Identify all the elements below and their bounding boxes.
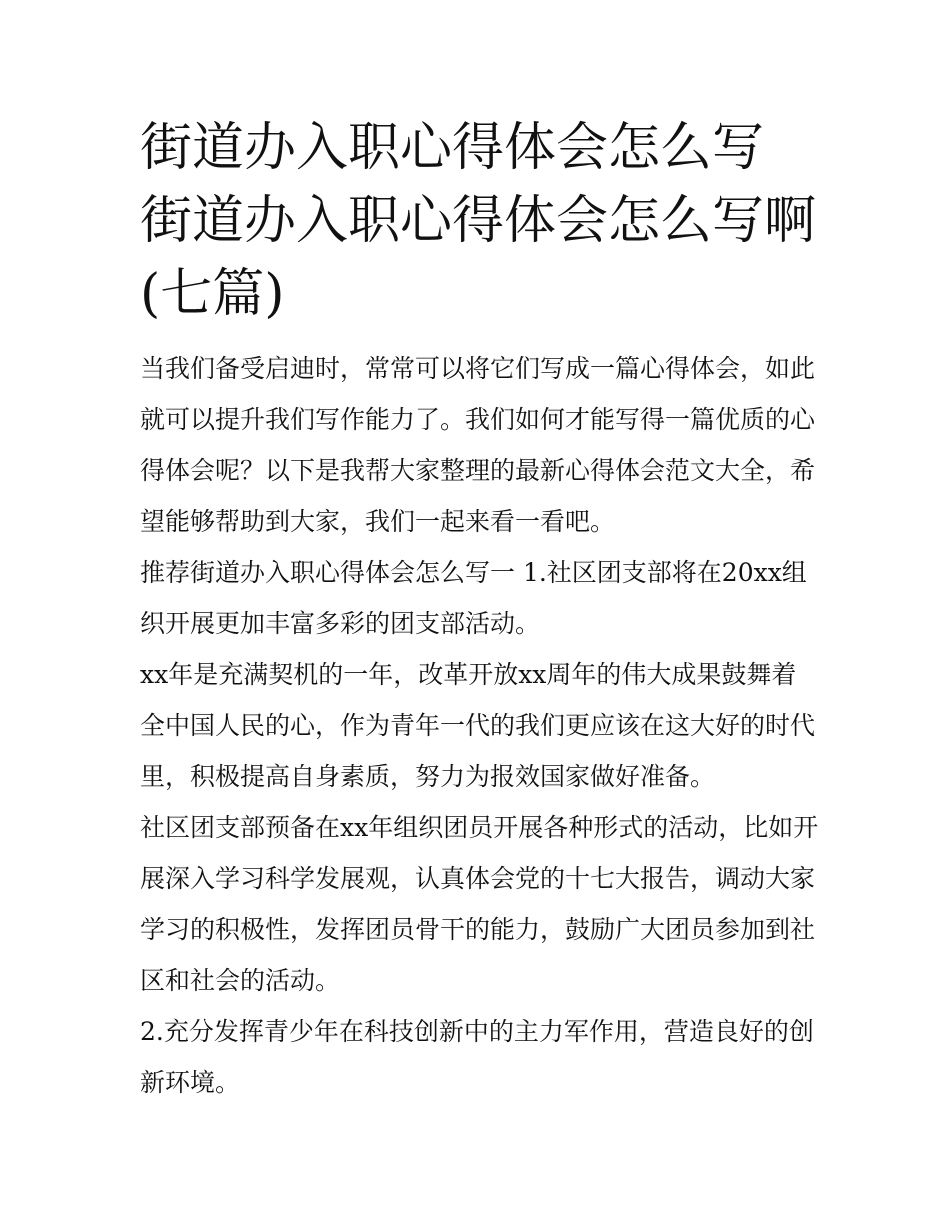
document-body <box>140 112 820 1108</box>
paragraph-activities: 社区团支部预备在xx年组织团员开展各种形式的活动，比如开展深入学习科学发展观，认真体会党的十七大报告，调动大家学习的积极性，发挥团员骨干的能力，鼓励广大团员参加到社区和社会的活动。 <box>140 813 819 995</box>
paragraph-intro: 当我们备受启迪时，常常可以将它们写成一篇心得体会，如此就可以提升我们写作能力了。我们如何才能写得一篇优质的心得体会呢？以下是我帮大家整理的最新心得体会范文大全，希望能够帮助到大家，我们一起来看一看吧。 <box>140 354 816 536</box>
document-title: 街道办入职心得体会怎么写 街道办入职心得体会怎么写啊(七篇) <box>140 118 817 324</box>
paragraph-recommend: 推荐街道办入职心得体会怎么写一 1.社区团支部将在20xx组织开展更加丰富多彩的团支部活动。 <box>140 558 807 638</box>
paragraph-opportunity: xx年是充满契机的一年，改革开放xx周年的伟大成果鼓舞着全中国人民的心，作为青年一代的我们更应该在这大好的时代里，积极提高自身素质，努力为报效国家做好准备。 <box>140 660 816 791</box>
paragraph-innovation: 2.充分发挥青少年在科技创新中的主力军作用，营造良好的创新环境。 <box>140 1017 814 1097</box>
